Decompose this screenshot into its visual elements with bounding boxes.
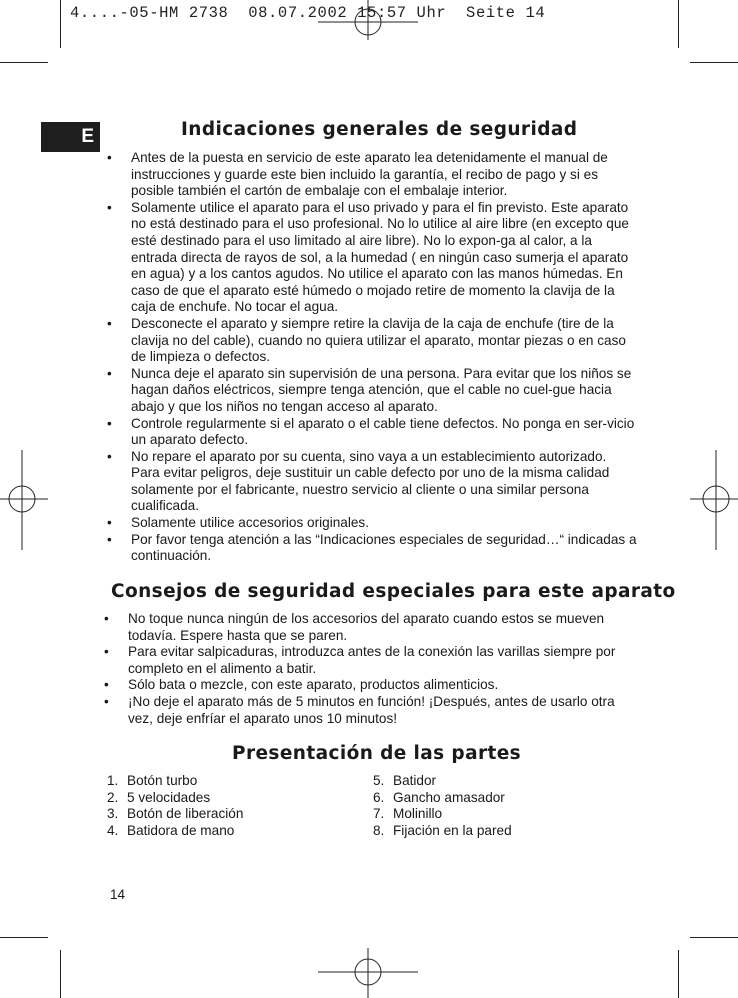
list-item bbox=[107, 199, 637, 316]
list-item bbox=[107, 448, 637, 515]
bullet-icon: • bbox=[107, 199, 112, 215]
list-item-text: Solamente utilice accesorios originales. bbox=[131, 515, 370, 531]
part-label: Batidora de mano bbox=[127, 822, 235, 838]
crop-mark bbox=[678, 950, 679, 998]
list-item-text: Controle regularmente si el aparato o el cable tiene defectos. No ponga en ser-vicio un aparato defecto. bbox=[131, 415, 635, 448]
list-item bbox=[107, 365, 637, 416]
part-label: 5 velocidades bbox=[127, 789, 211, 805]
bullet-icon: • bbox=[104, 644, 109, 660]
part-item bbox=[373, 806, 512, 823]
list-item-text: Por favor tenga atención a las “Indicaciones especiales de seguridad…“ indicadas a continuación. bbox=[131, 531, 637, 564]
section-title-special-safety: Consejos de seguridad especiales para este aparato bbox=[111, 581, 676, 602]
bullet-icon: • bbox=[104, 611, 109, 626]
part-number: 4. bbox=[107, 822, 119, 838]
crop-mark bbox=[690, 937, 738, 938]
part-item bbox=[373, 773, 512, 790]
part-label: Fijación en la pared bbox=[393, 822, 512, 838]
section-title-parts: Presentación de las partes bbox=[232, 743, 522, 764]
list-item-text: Desconecte el aparato y siempre retire la clavija de la caja de enchufe (tire de la clavija no del cable), cuando no quiera utilizar el aparato, montar piezas o en caso de limpieza o defectos. bbox=[131, 315, 626, 365]
list-item-text: Para evitar salpicaduras, introduzca antes de la conexión las varillas siempre por completo en el alimento a batir. bbox=[128, 644, 616, 676]
bullet-icon: • bbox=[107, 415, 112, 431]
list-item-text: ¡No deje el aparato más de 5 minutos en función! ¡Después, antes de usarlo otra vez, deje enfríar el aparato unos 10 minutos! bbox=[128, 693, 615, 726]
part-item bbox=[373, 790, 512, 807]
part-item bbox=[373, 823, 512, 840]
crop-mark bbox=[0, 937, 48, 938]
list-item-text: Antes de la puesta en servicio de este aparato lea detenidamente el manual de instrucciones y guarde este bien incluido la garantía, el recibo de pago y si es posible también el cartón de embalaje con el embalaje interior. bbox=[131, 150, 608, 199]
registration-mark-left-icon bbox=[0, 450, 48, 550]
list-item bbox=[107, 515, 637, 532]
part-label: Gancho amasador bbox=[393, 789, 505, 805]
bullet-icon: • bbox=[107, 531, 112, 547]
part-label: Botón turbo bbox=[127, 773, 198, 788]
list-item-text: Solamente utilice el aparato para el uso privado y para el fin previsto. Este aparato no está destinado para el uso profesional. No lo utilice al aire libre (en excepto que esté destinado para el uso limitado al aire libre). No lo expon-ga al calor, a la entrada directa de rayos de sol, a la humedad ( en ningún caso sumerja el aparato en agua) y a los cantos agudos. No utilice el aparato con las manos húmedas. En caso de que el aparato esté húmedo o mojado retire de momento la clavija de la caja de enchufe. No tocar el agua. bbox=[131, 199, 629, 315]
list-item bbox=[104, 644, 638, 677]
crop-mark bbox=[0, 62, 48, 63]
list-item bbox=[104, 677, 638, 694]
part-item bbox=[107, 806, 243, 823]
bullet-icon: • bbox=[107, 515, 112, 531]
list-item bbox=[107, 531, 637, 565]
language-tab: E bbox=[41, 122, 100, 152]
part-label: Batidor bbox=[393, 773, 437, 788]
part-number: 7. bbox=[373, 806, 385, 822]
list-item bbox=[104, 693, 638, 727]
print-slug: 4....-05-HM 2738 08.07.2002 15:57 Uhr Seite 14 bbox=[70, 4, 546, 22]
list-item-text: No repare el aparato por su cuenta, sino vaya a un establecimiento autorizado. Para evitar peligros, deje sustituir un cable defecto por uno de la misma calidad solamente por el fabricante, nuestro servicio al cliente o una similar persona cualificada. bbox=[131, 448, 610, 514]
bullet-icon: • bbox=[107, 448, 112, 464]
part-label: Molinillo bbox=[393, 806, 443, 822]
part-number: 1. bbox=[107, 773, 119, 788]
bullet-icon: • bbox=[107, 150, 112, 165]
crop-mark bbox=[690, 62, 738, 63]
list-item bbox=[107, 150, 637, 200]
part-item bbox=[107, 823, 243, 840]
part-item bbox=[107, 773, 243, 790]
list-item-text: Sólo bata o mezcle, con este aparato, productos alimenticios. bbox=[128, 677, 499, 693]
parts-list-right bbox=[373, 773, 512, 839]
part-number: 5. bbox=[373, 773, 385, 788]
special-safety-list bbox=[104, 611, 638, 727]
general-safety-list bbox=[107, 150, 637, 565]
section-title-general-safety: Indicaciones generales de seguridad bbox=[181, 119, 578, 140]
list-item-text: No toque nunca ningún de los accesorios del aparato cuando estos se mueven todavía. Espere hasta que se paren. bbox=[128, 611, 605, 643]
bullet-icon: • bbox=[104, 677, 109, 693]
crop-mark bbox=[678, 0, 679, 48]
part-label: Botón de liberación bbox=[127, 806, 244, 822]
part-number: 2. bbox=[107, 789, 119, 805]
list-item-text: Nunca deje el aparato sin supervisión de una persona. Para evitar que los niños se hagan daños eléctricos, siempre tenga atención, que el cable no cuel-gue hacia abajo y que los niños no tengan acceso al aparato. bbox=[131, 365, 632, 414]
registration-mark-top-icon bbox=[318, 0, 418, 40]
list-item bbox=[107, 315, 637, 366]
part-number: 3. bbox=[107, 806, 119, 822]
part-item bbox=[107, 790, 243, 807]
bullet-icon: • bbox=[104, 693, 109, 709]
crop-mark bbox=[60, 0, 61, 48]
part-number: 8. bbox=[373, 822, 385, 838]
page-number: 14 bbox=[110, 887, 126, 902]
bullet-icon: • bbox=[107, 315, 112, 331]
crop-mark bbox=[60, 950, 61, 998]
bullet-icon: • bbox=[107, 365, 112, 381]
list-item bbox=[104, 611, 638, 644]
list-item bbox=[107, 415, 637, 449]
registration-mark-right-icon bbox=[690, 450, 738, 550]
registration-mark-bottom-icon bbox=[318, 948, 418, 998]
parts-list-left bbox=[107, 773, 243, 839]
part-number: 6. bbox=[373, 789, 385, 805]
